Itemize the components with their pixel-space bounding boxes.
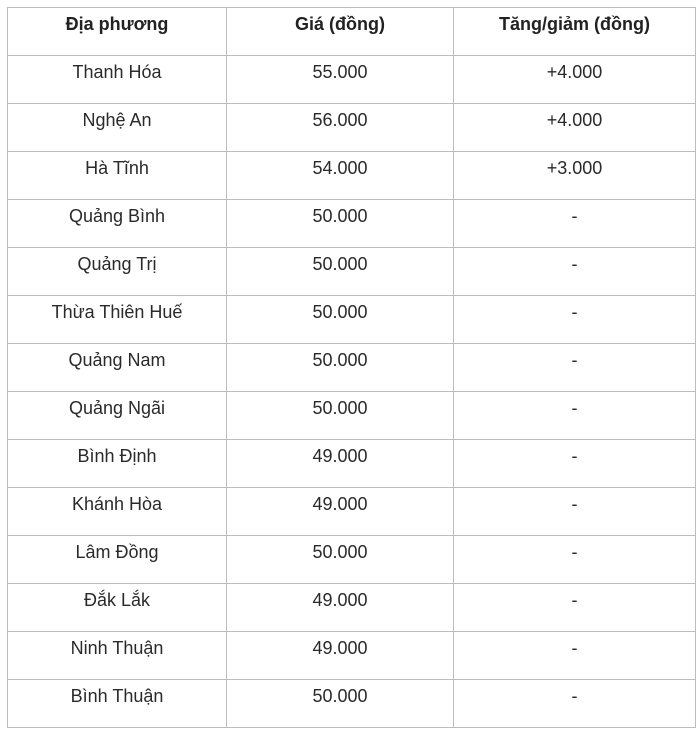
table-row [8, 200, 696, 248]
price-cell: 49.000 [227, 440, 454, 488]
locality-cell: Thanh Hóa [8, 56, 227, 104]
table-row [8, 680, 696, 728]
change-cell: - [454, 296, 696, 344]
locality-cell: Thừa Thiên Huế [8, 296, 227, 344]
change-cell: - [454, 584, 696, 632]
price-table [7, 7, 696, 728]
locality-cell: Bình Thuận [8, 680, 227, 728]
table-row [8, 152, 696, 200]
locality-cell: Khánh Hòa [8, 488, 227, 536]
table-row [8, 632, 696, 680]
price-cell: 50.000 [227, 680, 454, 728]
locality-cell: Lâm Đồng [8, 536, 227, 584]
change-cell: - [454, 632, 696, 680]
change-cell: - [454, 488, 696, 536]
change-cell: +3.000 [454, 152, 696, 200]
header-row [8, 8, 696, 56]
table-row [8, 56, 696, 104]
change-cell: - [454, 536, 696, 584]
change-cell: - [454, 392, 696, 440]
price-cell: 50.000 [227, 248, 454, 296]
price-cell: 54.000 [227, 152, 454, 200]
price-cell: 50.000 [227, 200, 454, 248]
table-row [8, 440, 696, 488]
locality-cell: Ninh Thuận [8, 632, 227, 680]
price-cell: 56.000 [227, 104, 454, 152]
table-row [8, 392, 696, 440]
table-row [8, 344, 696, 392]
locality-cell: Đắk Lắk [8, 584, 227, 632]
locality-cell: Quảng Nam [8, 344, 227, 392]
table-row [8, 296, 696, 344]
locality-cell: Nghệ An [8, 104, 227, 152]
change-cell: +4.000 [454, 56, 696, 104]
price-cell: 50.000 [227, 536, 454, 584]
price-cell: 55.000 [227, 56, 454, 104]
change-cell: - [454, 344, 696, 392]
change-cell: - [454, 440, 696, 488]
table-row [8, 248, 696, 296]
price-cell: 50.000 [227, 344, 454, 392]
change-cell: - [454, 248, 696, 296]
locality-cell: Bình Định [8, 440, 227, 488]
table-row [8, 104, 696, 152]
price-cell: 50.000 [227, 296, 454, 344]
price-cell: 49.000 [227, 632, 454, 680]
header-change: Tăng/giảm (đồng) [454, 8, 696, 56]
change-cell: - [454, 200, 696, 248]
locality-cell: Hà Tĩnh [8, 152, 227, 200]
price-cell: 49.000 [227, 584, 454, 632]
price-cell: 49.000 [227, 488, 454, 536]
change-cell: - [454, 680, 696, 728]
locality-cell: Quảng Ngãi [8, 392, 227, 440]
table-row [8, 488, 696, 536]
header-price: Giá (đồng) [227, 8, 454, 56]
table-row [8, 536, 696, 584]
locality-cell: Quảng Trị [8, 248, 227, 296]
price-cell: 50.000 [227, 392, 454, 440]
change-cell: +4.000 [454, 104, 696, 152]
header-locality: Địa phương [8, 8, 227, 56]
locality-cell: Quảng Bình [8, 200, 227, 248]
table-row [8, 584, 696, 632]
